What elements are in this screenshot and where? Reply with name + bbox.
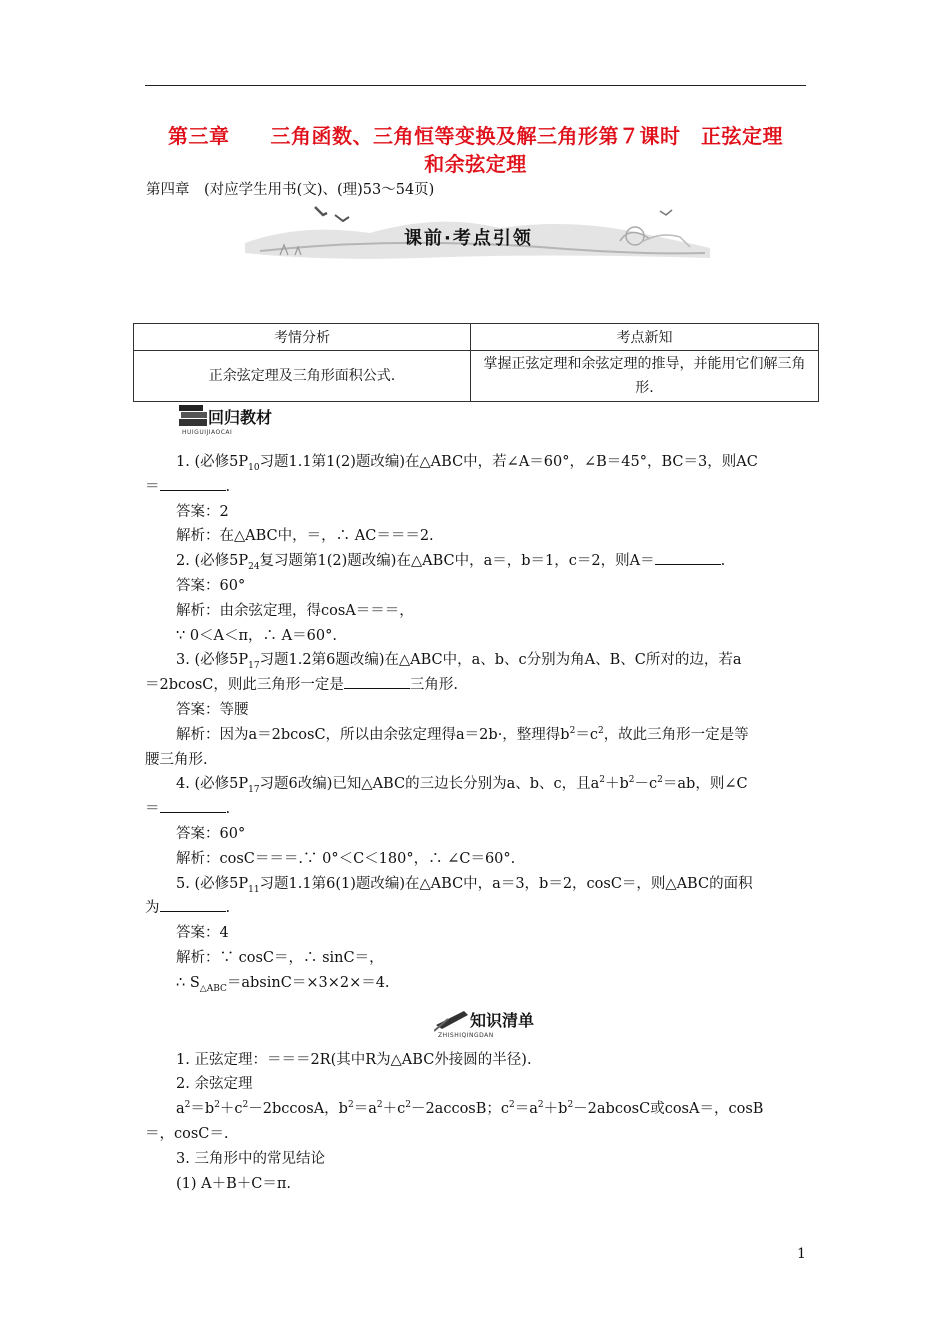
problem-4-line: 4. (必修$5P_{17}$习题6改编)已知△ABC的三边长分别为a、b、c，且$a^2+b^2-c^2=ab$，则∠C bbox=[176, 775, 748, 796]
table-cell: 正余弦定理及三角形面积公式. bbox=[134, 351, 471, 402]
section-badge-label: 回归教材 bbox=[208, 408, 273, 427]
problem-2-line: 2. (必修$5P_{24}$复习题第1(2)题改编)在△ABC中，a＝，b＝1，c＝2，则A＝ . bbox=[176, 553, 726, 573]
problem-4-answer: 答案：60° bbox=[176, 825, 246, 842]
document-body bbox=[145, 450, 806, 1196]
problem-4-line: ＝ . bbox=[145, 801, 231, 818]
problem-1-line: 1. (必修$5P_{10}$习题1.1第1(2)题改编)在△ABC中，若∠A＝60°，∠B＝45°，BC＝3，则AC bbox=[176, 454, 758, 473]
problem-3-answer: 答案：等腰 bbox=[176, 701, 249, 718]
knowledge-line: 3. 三角形中的常见结论 bbox=[176, 1150, 325, 1167]
books-icon bbox=[176, 401, 210, 431]
page-number: 1 bbox=[797, 1246, 806, 1262]
problem-5-line: 5. (必修$5P_{11}$习题1.1第6(1)题改编)在△ABC中，a＝3，b＝2，cosC＝，则△ABC的面积 bbox=[176, 875, 753, 895]
pen-icon bbox=[434, 1005, 474, 1033]
knowledge-line: ＝，cosC＝. bbox=[145, 1125, 229, 1142]
problem-3-line: 3. (必修$5P_{17}$习题1.2第6题改编)在△ABC中，a、b、c分别为角A、B、C所对的边，若a bbox=[176, 652, 742, 672]
title-line-2: 和余弦定理 bbox=[424, 152, 527, 176]
knowledge-line: 2. 余弦定理 bbox=[176, 1076, 253, 1093]
table-row bbox=[134, 351, 819, 402]
section-badge-pinyin: ZHISHIQINGDAN bbox=[438, 1032, 494, 1039]
table-cell: 掌握正弦定理和余弦定理的推导，并能用它们解三角形. bbox=[471, 351, 819, 402]
title-line-1: 第三章 三角函数、三角恒等变换及解三角形第７课时 正弦定理 bbox=[168, 124, 783, 148]
problem-5-answer: 答案：4 bbox=[176, 925, 229, 942]
chapter-subtitle: 第四章 (对应学生用书(文)、(理)53～54页) bbox=[146, 182, 435, 198]
section-badge-pinyin: HUIGUIJIAOCAI bbox=[182, 429, 233, 436]
answer-blank bbox=[344, 676, 410, 689]
knowledge-line: $a^2=b^2+c^2-2bccosA$，$b^2=a^2+c^2-2accosB$；$c^2=a^2+b^2-2abcosC$或cosA＝，cosB bbox=[176, 1100, 764, 1118]
problem-4-solution: 解析：cosC＝＝＝.∵ 0°＜C＜180°，∴ ∠C＝60°. bbox=[176, 850, 516, 867]
answer-blank bbox=[160, 899, 226, 912]
section-badge-label: 知识清单 bbox=[470, 1011, 535, 1030]
problem-5-solution: ∴ $S_{\triangle ABC}=absinC=\times 3\times 2\times=4$. bbox=[176, 974, 390, 994]
info-table bbox=[133, 323, 819, 402]
problem-2-solution: 解析：由余弦定理，得cosA＝＝＝， bbox=[176, 602, 414, 619]
table-header-row bbox=[134, 324, 819, 351]
answer-blank bbox=[160, 478, 226, 491]
answer-blank bbox=[655, 552, 721, 565]
problem-3-line: ＝2bcosC，则此三角形一定是 三角形. bbox=[145, 677, 459, 694]
page-title bbox=[145, 122, 806, 178]
banner-label: 课前·考点引领 bbox=[404, 228, 533, 249]
top-rule bbox=[145, 85, 806, 86]
table-header-cell: 考点新知 bbox=[471, 324, 819, 351]
table-header-cell: 考情分析 bbox=[134, 324, 471, 351]
section-badge-review bbox=[176, 399, 311, 439]
section-badge-knowledge bbox=[434, 1003, 564, 1043]
problem-1-solution: 解析：在△ABC中，＝，∴ AC＝＝＝2. bbox=[176, 528, 434, 545]
knowledge-line: (1) A＋B＋C＝π. bbox=[176, 1175, 292, 1192]
problem-2-answer: 答案：60° bbox=[176, 577, 246, 594]
problem-1-answer: 答案：2 bbox=[176, 503, 229, 520]
problem-5-solution: 解析：∵ cosC＝，∴ sinC＝， bbox=[176, 949, 384, 966]
problem-1-line: ＝ . bbox=[145, 478, 231, 495]
problem-3-solution: 解析：因为a＝2bcosC，所以由余弦定理得a＝2b·，整理得$b^2=c^2$，故此三角形一定是等 bbox=[176, 725, 749, 743]
problem-3-solution: 腰三角形. bbox=[145, 751, 208, 768]
problem-5-line: 为 . bbox=[145, 900, 231, 917]
answer-blank bbox=[160, 800, 226, 813]
problem-2-solution: ∵ 0＜A＜π，∴ A＝60°. bbox=[176, 627, 337, 644]
knowledge-line: 1. 正弦定理：＝＝＝2R(其中R为△ABC外接圆的半径). bbox=[176, 1051, 532, 1068]
